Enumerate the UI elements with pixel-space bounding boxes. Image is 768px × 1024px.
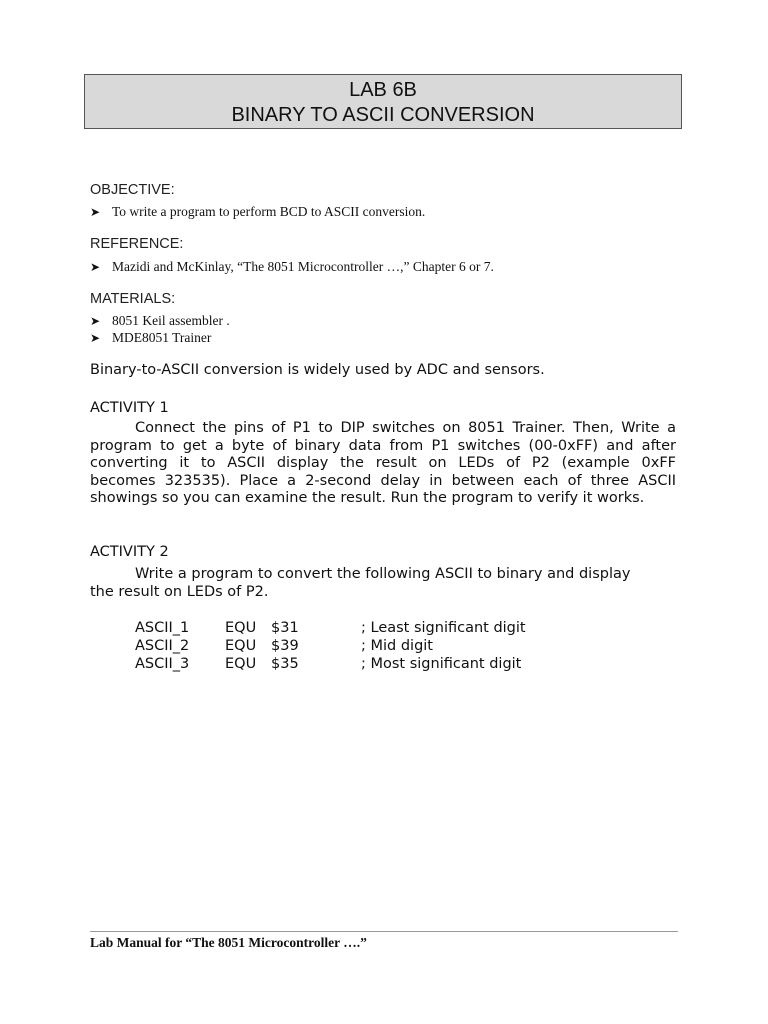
code-comment: ; Most significant digit [361, 656, 522, 672]
objective-item-text: To write a program to perform BCD to ASCII conversion. [112, 204, 426, 219]
lab-title: BINARY TO ASCII CONVERSION [231, 104, 535, 126]
reference-item [90, 259, 494, 275]
code-comment: ; Least significant digit [361, 620, 526, 636]
code-value: $35 [271, 656, 299, 672]
objective-item [90, 204, 425, 220]
code-value: $39 [271, 638, 299, 654]
code-directive: EQU [225, 620, 257, 636]
code-label: ASCII_1 [135, 620, 190, 636]
paragraph-line: Connect the pins of P1 to DIP switches on 8051 Trainer. Then, Write a [135, 420, 676, 436]
code-label: ASCII_3 [135, 656, 190, 672]
code-comment: ; Mid digit [361, 638, 433, 654]
arrowhead-bullet-icon: ➤ [90, 259, 101, 274]
materials-item [90, 313, 230, 329]
activity2-heading: ACTIVITY 2 [90, 544, 169, 560]
arrowhead-bullet-icon: ➤ [90, 313, 101, 328]
code-value: $31 [271, 620, 299, 636]
arrowhead-bullet-icon: ➤ [90, 330, 101, 345]
reference-item-text: Mazidi and McKinlay, “The 8051 Microcontroller …,” Chapter 6 or 7. [112, 259, 494, 274]
code-label: ASCII_2 [135, 638, 190, 654]
intro-text: Binary-to-ASCII conversion is widely used by ADC and sensors. [90, 362, 545, 378]
title-box [84, 74, 682, 129]
materials-heading: MATERIALS: [90, 291, 176, 307]
objective-heading: OBJECTIVE: [90, 182, 175, 198]
footer-divider [90, 931, 678, 932]
reference-heading: REFERENCE: [90, 236, 184, 252]
materials-item-text: MDE8051 Trainer [112, 330, 212, 345]
paragraph-line: becomes 323535). Place a 2-second delay in between each of three ASCII [90, 472, 676, 489]
lab-number: LAB 6B [349, 79, 417, 101]
paragraph-line: the result on LEDs of P2. [90, 583, 269, 600]
activity1-heading: ACTIVITY 1 [90, 400, 169, 416]
materials-item [90, 330, 211, 346]
paragraph-line: showings so you can examine the result. Run the program to verify it works. [90, 490, 645, 507]
code-directive: EQU [225, 656, 257, 672]
paragraph-line: program to get a byte of binary data from P1 switches (00-0xFF) and after [90, 437, 676, 454]
paragraph-line: Write a program to convert the following ASCII to binary and display [135, 566, 631, 582]
materials-item-text: 8051 Keil assembler . [112, 313, 230, 328]
page-footer: Lab Manual for “The 8051 Microcontroller ….” [90, 935, 367, 950]
code-directive: EQU [225, 638, 257, 654]
paragraph-line: converting it to ASCII display the result on LEDs of P2 (example 0xFF [90, 455, 676, 472]
activity1-paragraph [90, 420, 676, 508]
activity2-paragraph [90, 566, 676, 601]
arrowhead-bullet-icon: ➤ [90, 204, 101, 219]
